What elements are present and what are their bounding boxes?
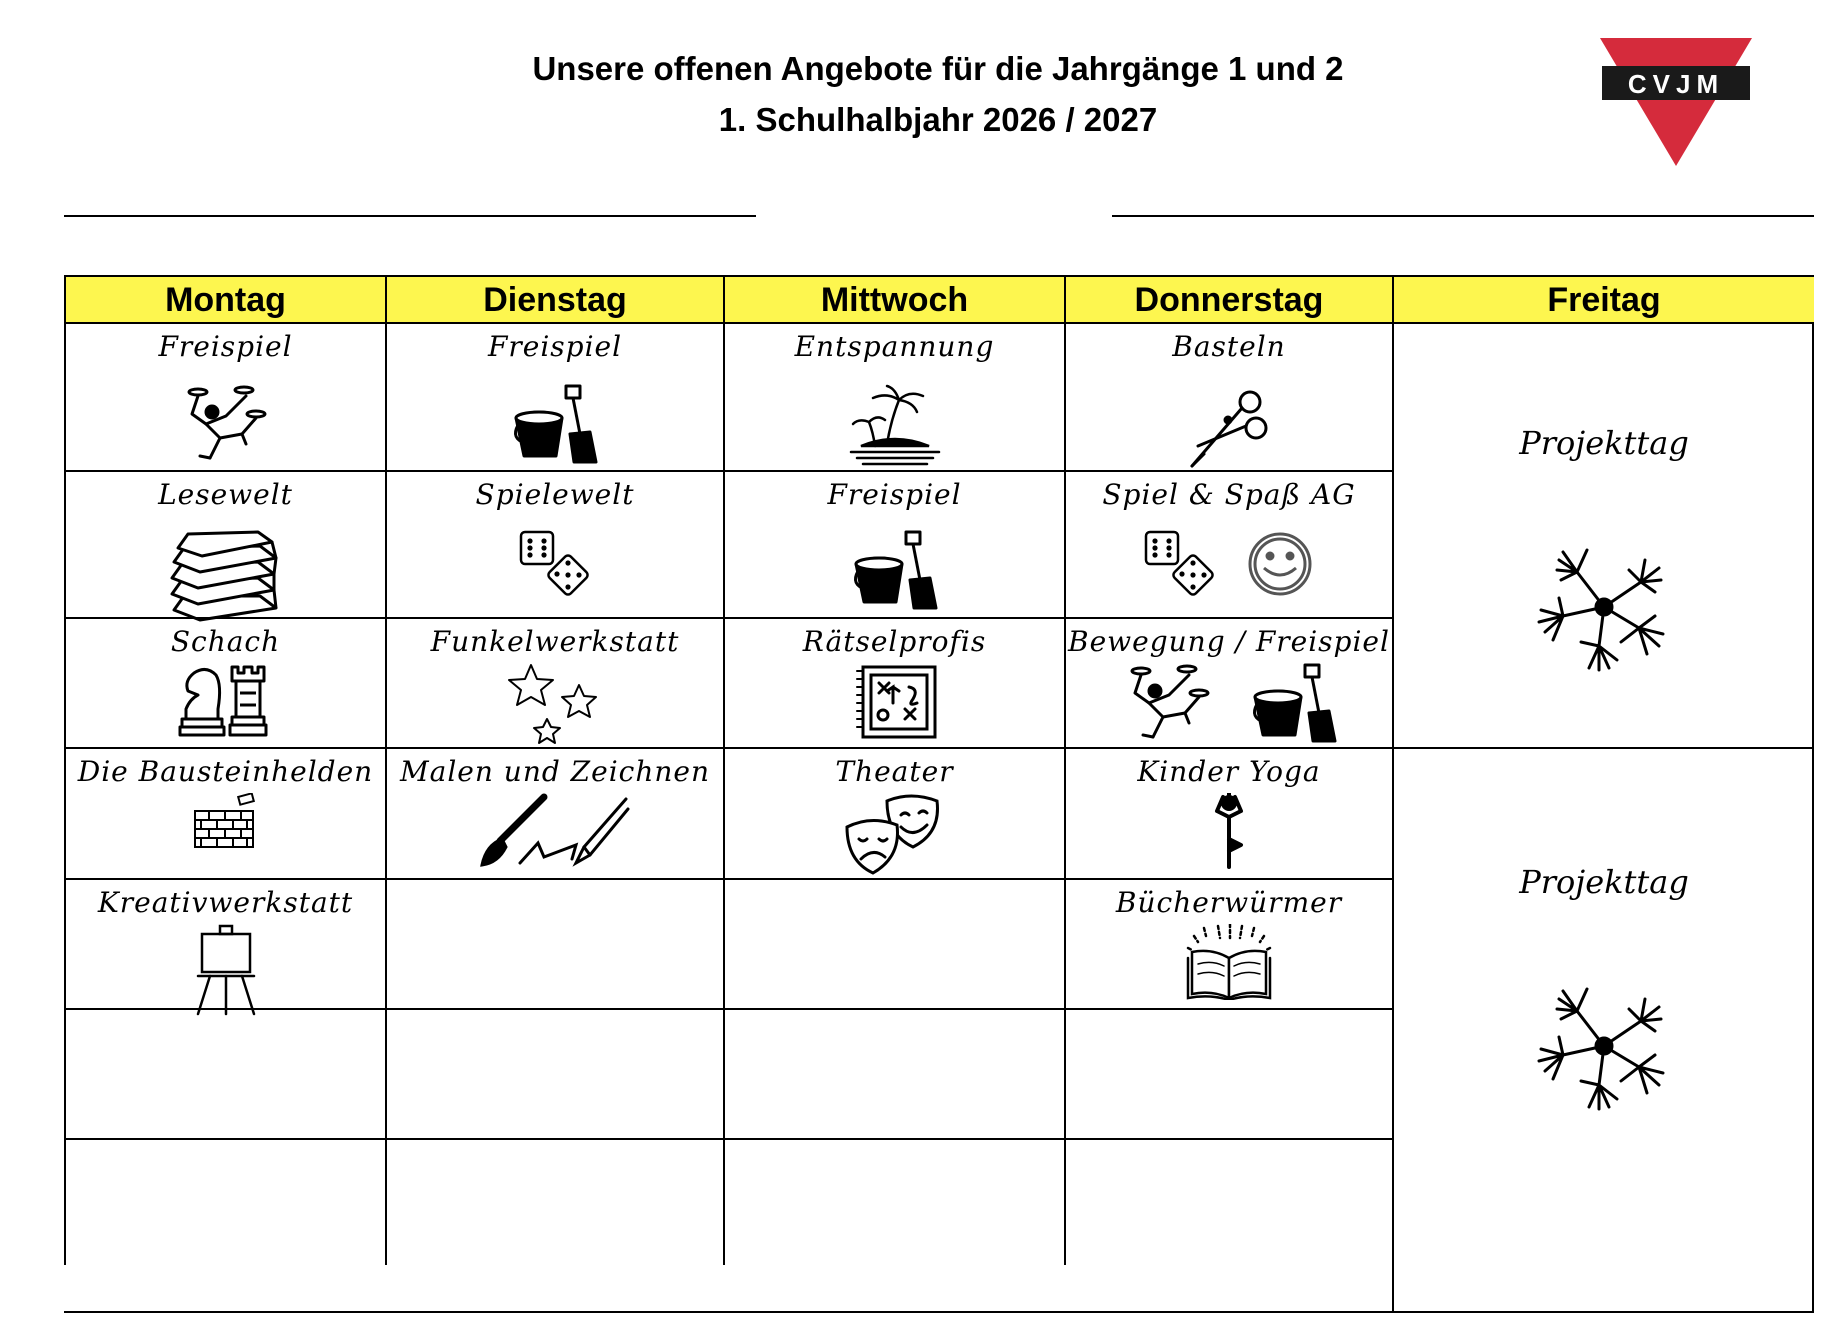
puzzle-map-icon — [853, 663, 937, 741]
schedule-cell-donnerstag-6 — [1064, 1008, 1392, 1138]
schedule-cell-donnerstag-2 — [1064, 470, 1392, 617]
bucket-shovel-icon — [510, 384, 600, 464]
schedule-cell-freitag-1 — [1392, 322, 1814, 747]
activity-icons — [387, 663, 723, 747]
schedule-cell-montag-7 — [64, 1138, 385, 1265]
activity-icons — [725, 793, 1064, 877]
schedule-cell-mittwoch-3 — [723, 617, 1064, 747]
project-day-label: Projekttag — [1519, 424, 1689, 462]
signature-line-left — [64, 215, 756, 217]
activity-label: Malen und Zeichnen — [399, 755, 711, 788]
page-subtitle: 1. Schulhalbjahr 2026 / 2027 — [718, 101, 1158, 138]
activity-label: Kreativwerkstatt — [97, 886, 354, 919]
activity-label: Entspannung — [794, 330, 995, 363]
activity-label: Kinder Yoga — [1137, 755, 1321, 788]
yoga-pose-icon — [1209, 793, 1249, 869]
activity-icons — [725, 384, 1064, 468]
day-header-mittwoch: Mittwoch — [723, 275, 1064, 323]
activity-label: Spielewelt — [475, 478, 635, 511]
schedule-cell-montag-1 — [64, 322, 385, 470]
joined-hands-icon — [1529, 542, 1679, 672]
activity-label: Lesewelt — [158, 478, 293, 511]
schedule-cell-donnerstag-1 — [1064, 322, 1392, 470]
day-header-donnerstag: Donnerstag — [1064, 275, 1392, 323]
smiley-icon — [1246, 530, 1314, 598]
schedule-cell-dienstag-2 — [385, 470, 723, 617]
activity-icons — [66, 793, 385, 849]
schedule-cell-donnerstag-7 — [1064, 1138, 1392, 1265]
schedule-cell-donnerstag-4 — [1064, 747, 1392, 878]
schedule-cell-dienstag-5 — [385, 878, 723, 1008]
joined-hands-icon — [1529, 981, 1679, 1111]
schedule-cell-montag-6 — [64, 1008, 385, 1138]
schedule-cell-donnerstag-3 — [1064, 617, 1392, 747]
island-icon — [847, 384, 943, 468]
schedule-cell-dienstag-4 — [385, 747, 723, 878]
schedule-cell-montag-5 — [64, 878, 385, 1008]
logo-text: CVJM — [1627, 69, 1725, 99]
schedule-cell-mittwoch-7 — [723, 1138, 1064, 1265]
activity-label: Theater — [835, 755, 954, 788]
easel-icon — [196, 924, 256, 1016]
activity-label: Freispiel — [827, 478, 962, 511]
activity-icons — [1066, 924, 1392, 1000]
schedule-cell-montag-2 — [64, 470, 385, 617]
juggling-person-icon — [1119, 663, 1219, 743]
schedule-cell-dienstag-6 — [385, 1008, 723, 1138]
juggling-person-icon — [176, 384, 276, 462]
project-day-label: Projekttag — [1519, 863, 1689, 901]
activity-icons — [1066, 663, 1392, 743]
schedule-cell-freitag-2 — [1392, 747, 1814, 1313]
schedule-cell-mittwoch-5 — [723, 878, 1064, 1008]
activity-icons — [66, 663, 385, 737]
schedule-cell-dienstag-7 — [385, 1138, 723, 1265]
schedule-cell-mittwoch-6 — [723, 1008, 1064, 1138]
dice-icon — [519, 530, 591, 598]
activity-icons — [387, 793, 723, 869]
activity-label: Schach — [170, 625, 281, 658]
scissors-icon — [1184, 384, 1274, 474]
activity-label: Freispiel — [158, 330, 293, 363]
schedule-cell-montag-4 — [64, 747, 385, 878]
schedule-cell-dienstag-1 — [385, 322, 723, 470]
activity-label: Bücherwürmer — [1115, 886, 1343, 919]
signature-line-right — [1112, 215, 1814, 217]
schedule-cell-mittwoch-1 — [723, 322, 1064, 470]
open-book-icon — [1184, 924, 1274, 1000]
schedule-cell-mittwoch-4 — [723, 747, 1064, 878]
activity-icons — [66, 384, 385, 462]
dice-icon — [1144, 530, 1216, 598]
activity-label: Freispiel — [487, 330, 623, 363]
schedule-cell-donnerstag-5 — [1064, 878, 1392, 1008]
day-header-montag: Montag — [64, 275, 385, 323]
books-icon — [168, 530, 284, 622]
activity-label: Spiel & Spaß AG — [1102, 478, 1356, 511]
activity-icons — [66, 924, 385, 1016]
bucket-shovel-icon — [1249, 663, 1339, 743]
brush-pen-icon — [480, 793, 630, 869]
schedule-cell-mittwoch-2 — [723, 470, 1064, 617]
activity-icons — [1066, 793, 1392, 869]
activity-icons — [387, 530, 723, 598]
schedule-table — [64, 275, 1814, 1313]
activity-icons — [1394, 542, 1814, 672]
activity-label: Die Bausteinhelden — [77, 755, 374, 788]
activity-label: Bewegung / Freispiel — [1068, 625, 1390, 658]
activity-icons — [725, 530, 1064, 610]
brick-wall-icon — [193, 793, 259, 849]
chess-pieces-icon — [178, 663, 274, 737]
day-header-freitag: Freitag — [1392, 275, 1814, 323]
schedule-cell-montag-3 — [64, 617, 385, 747]
activity-icons — [725, 663, 1064, 741]
activity-icons — [1066, 384, 1392, 474]
stars-icon — [507, 663, 603, 747]
bucket-shovel-icon — [850, 530, 940, 610]
cvjm-logo — [1600, 38, 1752, 166]
activity-icons — [387, 384, 723, 464]
activity-icons — [1066, 530, 1392, 598]
page-title: Unsere offenen Angebote für die Jahrgänge 1 und 2 — [532, 50, 1344, 87]
activity-icons — [66, 530, 385, 622]
schedule-cell-dienstag-3 — [385, 617, 723, 747]
theater-masks-icon — [843, 793, 947, 877]
activity-label: Funkelwerkstatt — [430, 625, 680, 658]
activity-icons — [1394, 981, 1814, 1111]
day-header-dienstag: Dienstag — [385, 275, 723, 323]
activity-label: Basteln — [1172, 330, 1286, 363]
activity-label: Rätselprofis — [802, 625, 987, 658]
